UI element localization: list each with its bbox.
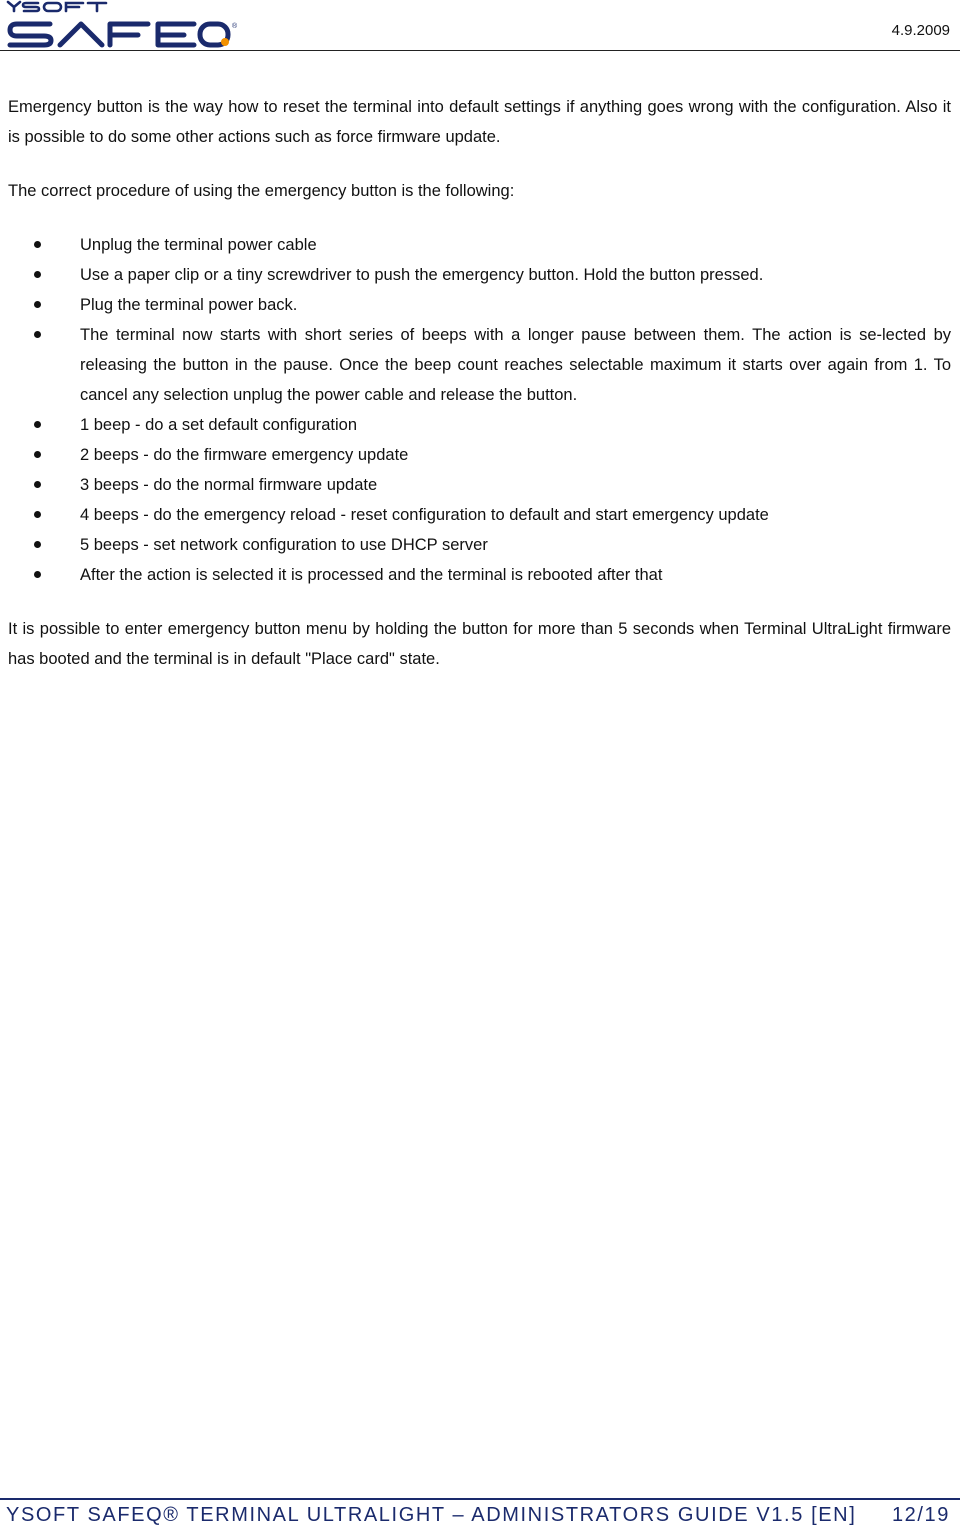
footer-rule [0,1498,960,1500]
list-item-text: 5 beeps - set network configuration to use DHCP server [80,536,488,554]
list-item [8,290,951,320]
list-item-text: Unplug the terminal power cable [80,236,317,254]
list-item [8,560,951,590]
logo-registered-mark: ® [232,23,238,30]
list-item [8,470,951,500]
ysoft-safeq-logo [4,0,244,50]
footer-document-title: YSOFT SAFEQ® TERMINAL ULTRALIGHT – ADMINISTRATORS GUIDE V1.5 [EN] [6,1504,857,1526]
list-item [8,410,951,440]
bullet-icon [34,241,41,248]
intro-paragraph: Emergency button is the way how to reset the terminal into default settings if anything goes wrong with the configuration. Also it is possible to do some other actions such as force firmware update. [8,98,951,146]
list-item-text: The terminal now starts with short series of beeps with a longer pause between them. The action is se-lected by releasing the button in the pause. Once the beep count reaches selectable maximum it starts over again from 1. To cancel any selection unplug the power cable and release the button. [80,326,951,404]
list-item [8,230,951,260]
bullet-icon [34,331,41,338]
list-item-text: 1 beep - do a set default configuration [80,416,358,434]
list-item-text: Plug the terminal power back. [80,296,298,314]
bullet-icon [34,271,41,278]
list-item [8,260,951,290]
list-item [8,500,951,530]
bullet-icon [34,511,41,518]
list-item-text: 4 beeps - do the emergency reload - reset configuration to default and start emergency update [80,506,769,524]
bullet-icon [34,481,41,488]
bullet-icon [34,301,41,308]
list-item-text: Use a paper clip or a tiny screwdriver to push the emergency button. Hold the button pressed. [80,266,764,284]
list-item [8,530,951,560]
list-item-text: 3 beeps - do the normal firmware update [80,476,378,494]
procedure-steps-list [8,230,951,590]
list-item-text: After the action is selected it is processed and the terminal is rebooted after that [80,566,663,584]
list-item [8,320,951,410]
bullet-icon [34,451,41,458]
procedure-intro: The correct procedure of using the emergency button is the following: [8,182,515,200]
header-rule [0,50,960,51]
header-date: 4.9.2009 [891,22,950,39]
list-item [8,440,951,470]
closing-paragraph: It is possible to enter emergency button menu by holding the button for more than 5 seconds when Terminal UltraLight firmware has booted and the terminal is in default "Place card" state. [8,620,951,668]
page-header [0,0,960,52]
bullet-icon [34,571,41,578]
footer-page-number: 12/19 [891,1504,950,1526]
bullet-icon [34,421,41,428]
bullet-icon [34,541,41,548]
list-item-text: 2 beeps - do the firmware emergency update [80,446,409,464]
document-body [8,92,951,674]
